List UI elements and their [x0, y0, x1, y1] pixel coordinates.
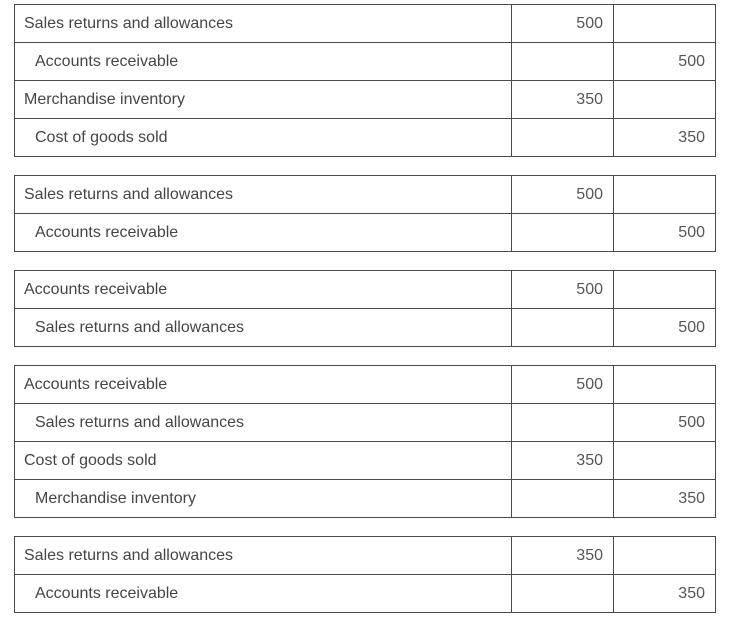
account-cell: Accounts receivable: [15, 271, 512, 309]
credit-amount-cell: 350: [614, 119, 716, 157]
debit-amount-cell: [512, 43, 614, 81]
journal-entry-table[interactable]: [14, 536, 716, 613]
debit-amount-cell: 350: [512, 81, 614, 119]
credit-amount-cell: 500: [614, 404, 716, 442]
journal-entry-table[interactable]: [14, 4, 716, 157]
journal-entry-row: [15, 214, 716, 252]
account-cell: Merchandise inventory: [15, 480, 512, 518]
debit-amount-cell: [512, 480, 614, 518]
account-cell: Accounts receivable: [15, 575, 512, 613]
journal-entry-rows: [15, 271, 716, 347]
journal-entry-table[interactable]: [14, 365, 716, 518]
account-cell: Sales returns and allowances: [15, 5, 512, 43]
account-cell: Merchandise inventory: [15, 81, 512, 119]
journal-entry-row: [15, 119, 716, 157]
credit-amount-cell: [614, 366, 716, 404]
journal-entry-rows: [15, 5, 716, 157]
journal-entry-row: [15, 480, 716, 518]
journal-entry-table[interactable]: [14, 270, 716, 347]
journal-entry-row: [15, 176, 716, 214]
journal-entry-row: [15, 43, 716, 81]
journal-entry-row: [15, 271, 716, 309]
account-cell: Cost of goods sold: [15, 442, 512, 480]
credit-amount-cell: [614, 176, 716, 214]
credit-amount-cell: 500: [614, 309, 716, 347]
credit-amount-cell: [614, 537, 716, 575]
credit-amount-cell: [614, 81, 716, 119]
journal-entry-row: [15, 81, 716, 119]
journal-entry-rows: [15, 537, 716, 613]
debit-amount-cell: 500: [512, 271, 614, 309]
journal-entry-rows: [15, 366, 716, 518]
debit-amount-cell: [512, 309, 614, 347]
account-cell: Sales returns and allowances: [15, 176, 512, 214]
journal-entry-row: [15, 5, 716, 43]
credit-amount-cell: [614, 442, 716, 480]
debit-amount-cell: [512, 575, 614, 613]
debit-amount-cell: 350: [512, 442, 614, 480]
credit-amount-cell: 500: [614, 214, 716, 252]
debit-amount-cell: [512, 119, 614, 157]
journal-entry-row: [15, 404, 716, 442]
journal-entry-row: [15, 575, 716, 613]
credit-amount-cell: 350: [614, 575, 716, 613]
debit-amount-cell: 500: [512, 5, 614, 43]
debit-amount-cell: 500: [512, 176, 614, 214]
account-cell: Accounts receivable: [15, 43, 512, 81]
account-cell: Cost of goods sold: [15, 119, 512, 157]
account-cell: Sales returns and allowances: [15, 537, 512, 575]
journal-entry-row: [15, 442, 716, 480]
credit-amount-cell: 350: [614, 480, 716, 518]
journal-entry-rows: [15, 176, 716, 252]
debit-amount-cell: [512, 404, 614, 442]
journal-entry-row: [15, 309, 716, 347]
credit-amount-cell: [614, 5, 716, 43]
account-cell: Sales returns and allowances: [15, 309, 512, 347]
credit-amount-cell: 500: [614, 43, 716, 81]
debit-amount-cell: 350: [512, 537, 614, 575]
account-cell: Accounts receivable: [15, 366, 512, 404]
credit-amount-cell: [614, 271, 716, 309]
debit-amount-cell: 500: [512, 366, 614, 404]
account-cell: Accounts receivable: [15, 214, 512, 252]
journal-entry-row: [15, 366, 716, 404]
journal-entry-row: [15, 537, 716, 575]
account-cell: Sales returns and allowances: [15, 404, 512, 442]
debit-amount-cell: [512, 214, 614, 252]
journal-entry-table[interactable]: [14, 175, 716, 252]
